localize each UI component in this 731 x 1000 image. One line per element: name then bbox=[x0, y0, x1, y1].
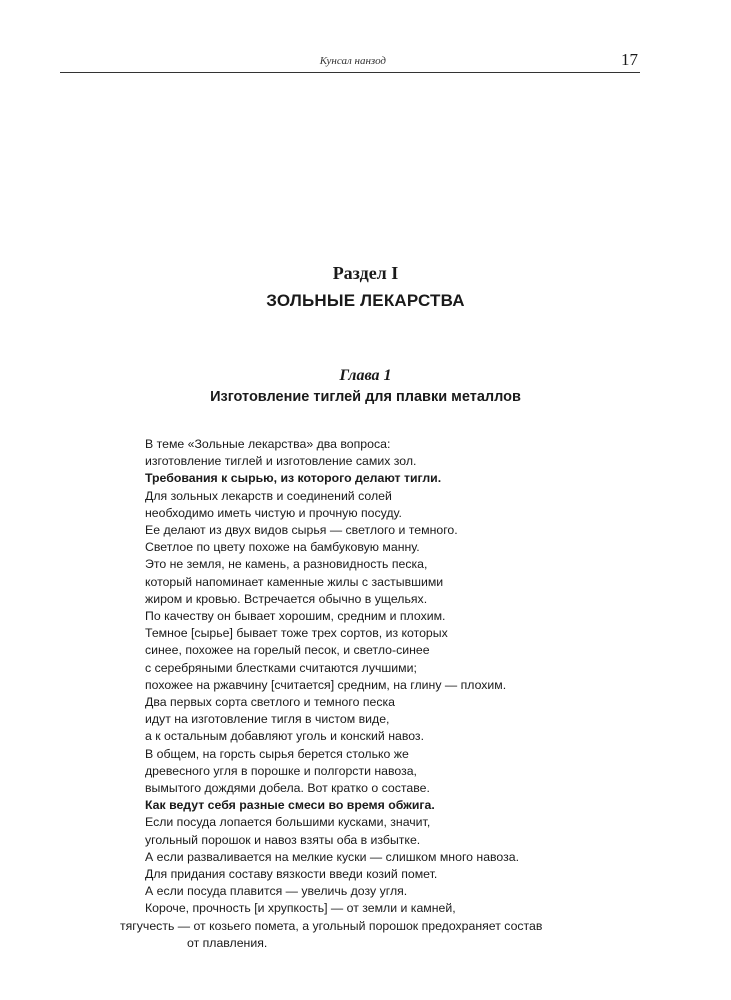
section-title: ЗОЛЬНЫЕ ЛЕКАРСТВА bbox=[266, 291, 465, 310]
section-number: Раздел I bbox=[332, 263, 399, 283]
text-line: В общем, на горсть сырья берется столько же bbox=[145, 746, 409, 761]
text-line: от плавления. bbox=[187, 935, 268, 950]
text-line: похожее на ржавчину [считается] средним, на глину — плохим. bbox=[145, 677, 507, 692]
text-line: синее, похожее на горелый песок, и светло-синее bbox=[145, 643, 430, 658]
chapter-number: Глава 1 bbox=[339, 367, 392, 384]
text-line: А если разваливается на мелкие куски — слишком много навоза. bbox=[145, 849, 520, 864]
text-line: а к остальным добавляют уголь и конский навоз. bbox=[145, 729, 424, 744]
text-line: древесного угля в порошке и полгорсти навоза, bbox=[145, 763, 417, 778]
running-title: Кунсал нанзод bbox=[319, 55, 386, 67]
text-line: А если посуда плавится — увеличь дозу угля. bbox=[145, 884, 408, 899]
text-line: необходимо иметь чистую и прочную посуду. bbox=[145, 505, 402, 520]
text-line: В теме «Зольные лекарства» два вопроса: bbox=[145, 437, 391, 451]
text-line: угольный порошок и навоз взяты оба в избытке. bbox=[145, 832, 421, 847]
running-head bbox=[60, 52, 640, 73]
text-line: изготовление тиглей и изготовление самих зол. bbox=[145, 454, 417, 469]
chapter-title: Изготовление тиглей для плавки металлов bbox=[210, 389, 521, 405]
text-line: Ее делают из двух видов сырья — светлого и темного. bbox=[145, 523, 458, 538]
page-number: 17 bbox=[621, 50, 638, 69]
text-line: По качеству он бывает хорошим, средним и плохим. bbox=[145, 609, 446, 624]
text-line: Если посуда лопается большими кусками, значит, bbox=[145, 815, 431, 830]
text-line: с серебряными блестками считаются лучшими; bbox=[145, 660, 417, 675]
text-line: который напоминает каменные жилы с застывшими bbox=[145, 574, 444, 589]
text-line: Светлое по цвету похоже на бамбуковую манну. bbox=[145, 540, 420, 555]
text-line: Темное [сырье] бывает тоже трех сортов, из которых bbox=[145, 626, 448, 641]
body-text bbox=[120, 436, 615, 952]
subheading-line: Требования к сырью, из которого делают тигли. bbox=[145, 471, 442, 486]
text-line: вымытого дождями добела. Вот кратко о составе. bbox=[145, 781, 430, 796]
text-line: Короче, прочность [и хрупкость] — от земли и камней, bbox=[145, 901, 456, 916]
text-line: Два первых сорта светлого и темного песка bbox=[145, 695, 395, 710]
text-line: Для придания составу вязкости введи козий помет. bbox=[145, 867, 438, 882]
text-line: жиром и кровью. Встречается обычно в ущельях. bbox=[145, 591, 428, 606]
text-line: тягучесть — от козьего помета, а угольный порошок предохраняет состав bbox=[120, 918, 543, 933]
subheading-line: Как ведут себя разные смеси во время обжига. bbox=[145, 798, 435, 813]
text-line: Это не земля, не камень, а разновидность песка, bbox=[145, 557, 428, 572]
text-line: Для зольных лекарств и соединений солей bbox=[145, 488, 392, 503]
text-line: идут на изготовление тигля в чистом виде, bbox=[145, 712, 390, 727]
